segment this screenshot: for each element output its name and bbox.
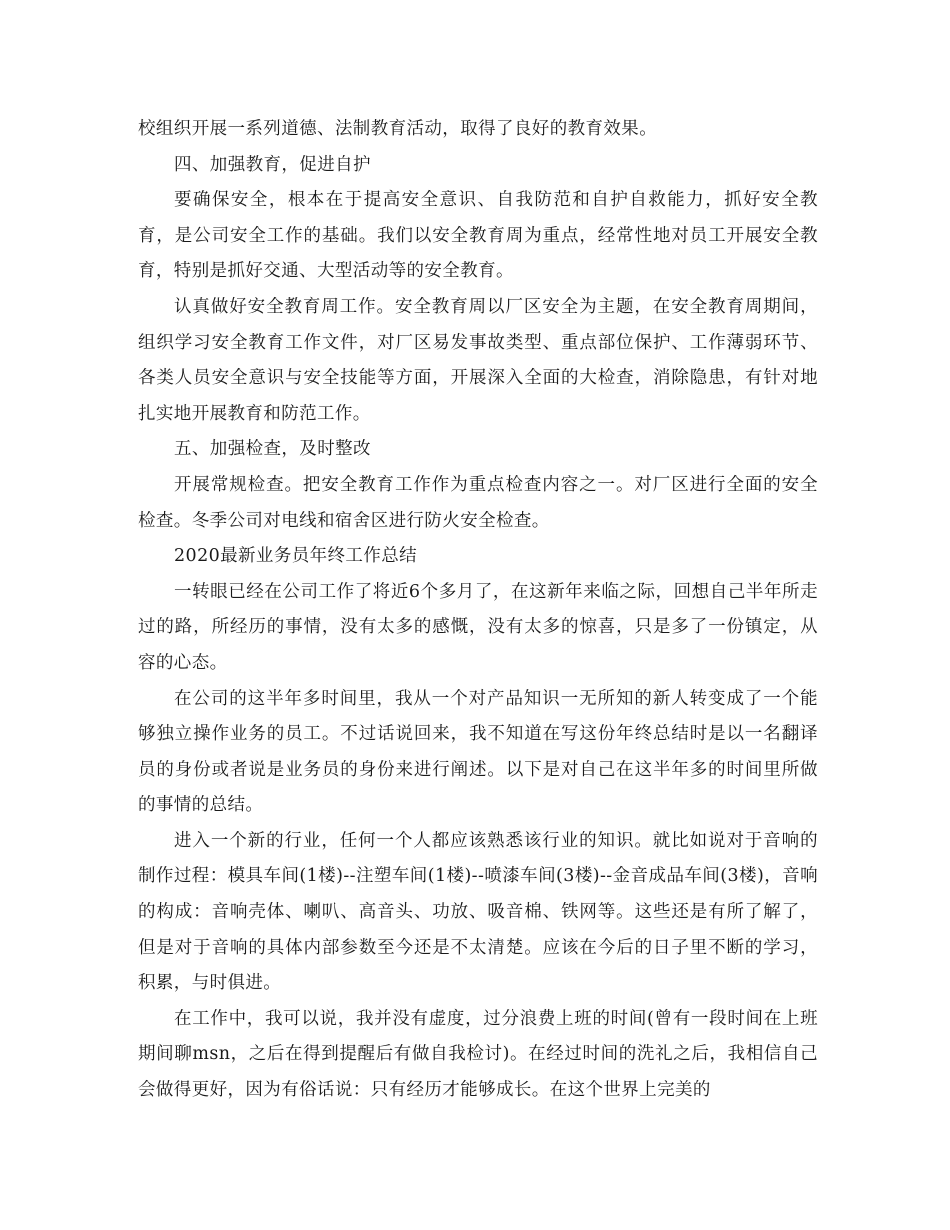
paragraph: 要确保安全，根本在于提高安全意识、自我防范和自护自救能力，抓好安全教育，是公司安全工作的基础。我们以安全教育周为重点，经常性地对员工开展安全教育，特别是抓好交通、大型活动等的安全教育。 [138,190,818,282]
document-body [138,112,818,1109]
section-heading-four: 四、加强教育，促进自护 [174,154,371,175]
paragraph-continuation: 校组织开展一系列道德、法制教育活动，取得了良好的教育效果。 [138,119,658,139]
paragraph: 一转眼已经在公司工作了将近6个多月了，在这新年来临之际，回想自己半年所走过的路，所经历的事情，没有太多的感慨，没有太多的惊喜，只是多了一份镇定，从容的心态。 [138,581,818,673]
paragraph: 进入一个新的行业，任何一个人都应该熟悉该行业的知识。就比如说对于音响的制作过程：模具车间(1楼)--注塑车间(1楼)--喷漆车间(3楼)--金音成品车间(3楼)，音响的构成：音响壳体、喇叭、高音头、功放、吸音棉、铁网等。这些还是有所了解了，但是对于音响的具体内部参数至今还是不太清楚。应该在今后的日子里不断的学习，积累，与时俱进。 [138,830,818,994]
section-heading-five: 五、加强检查，及时整改 [174,439,371,460]
article-title: 2020最新业务员年终工作总结 [174,546,418,567]
paragraph: 在工作中，我可以说，我并没有虚度，过分浪费上班的时间(曾有一段时间在上班期间聊msn，之后在得到提醒后有做自我检讨)。在经过时间的洗礼之后，我相信自己会做得更好，因为有俗话说：只有经历才能够成长。在这个世界上完美的 [138,1008,818,1101]
paragraph: 认真做好安全教育周工作。安全教育周以厂区安全为主题，在安全教育周期间，组织学习安全教育工作文件，对厂区易发事故类型、重点部位保护、工作薄弱环节、各类人员安全意识与安全技能等方面，开展深入全面的大检查，消除隐患，有针对地扎实地开展教育和防范工作。 [138,296,818,424]
paragraph: 在公司的这半年多时间里，我从一个对产品知识一无所知的新人转变成了一个能够独立操作业务的员工。不过话说回来，我不知道在写这份年终总结时是以一名翻译员的身份或者说是业务员的身份来进行阐述。以下是对自己在这半年多的时间里所做的事情的总结。 [138,688,818,816]
paragraph: 开展常规检查。把安全教育工作作为重点检查内容之一。对厂区进行全面的安全检查。冬季公司对电线和宿舍区进行防火安全检查。 [138,474,818,531]
